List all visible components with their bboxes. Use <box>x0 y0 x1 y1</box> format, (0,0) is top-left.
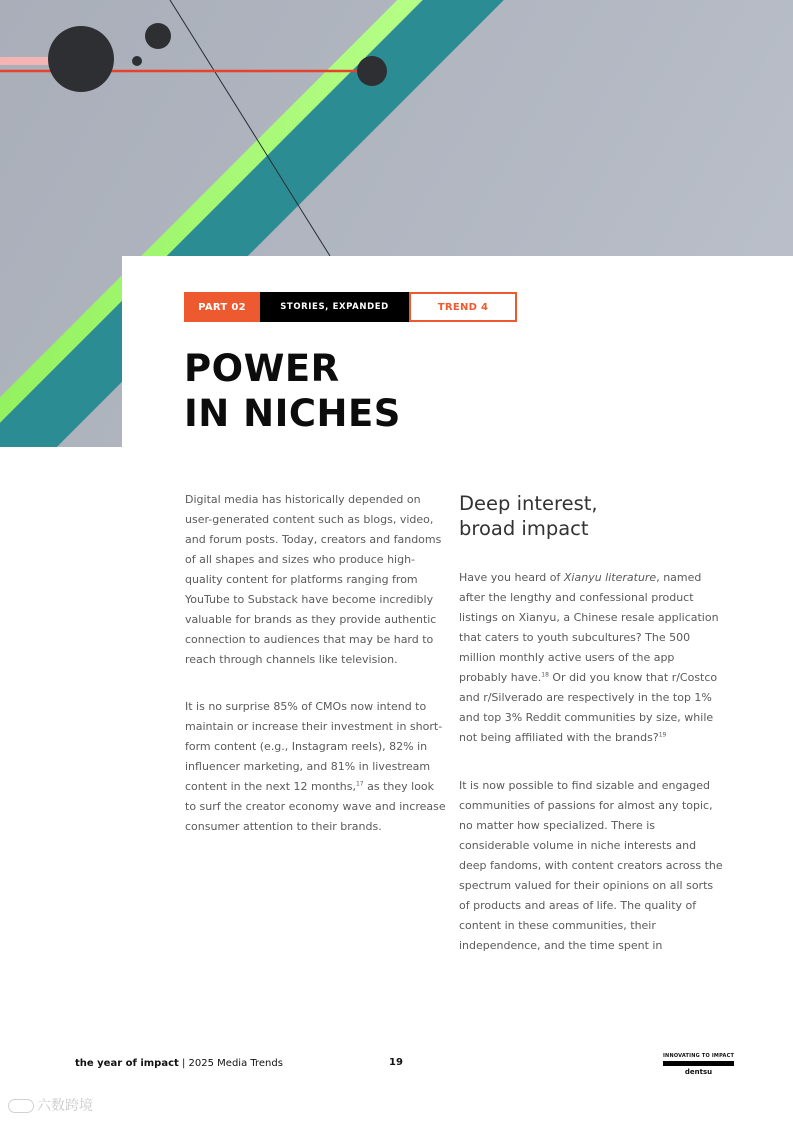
subhead-line-2: broad impact <box>459 517 589 540</box>
brand-logo <box>663 1053 734 1077</box>
left-paragraph-2-text-end: as they look to surf the creator economy wave and increase consumer attention to their brands. <box>185 780 446 833</box>
left-paragraph-2-text: It is no surprise 85% of CMOs now intend to maintain or increase their investment in short-form content (e.g., Instagram reels), 82% in influencer marketing, and 81% in livestream content in the next 12 months, <box>185 700 443 793</box>
large-dot <box>48 26 114 92</box>
small-dot <box>145 23 171 49</box>
right-paragraph-1-text-end: Or did you know that r/Costco and r/Silverado are respectively in the top 1% and top 3% Reddit communities by size, while not being affiliated with the brands? <box>459 671 718 744</box>
italic-term: Xianyu literature <box>563 571 657 584</box>
left-paragraph-1: Digital media has historically depended on user-generated content such as blogs, video, and forum posts. Today, creators and fandoms of all shapes and sizes who produce high-quality content for platforms ranging from YouTube to Substack have become incredibly valuable for brands as they provide authentic connection to audiences that may be hard to reach through channels like television. <box>185 493 442 666</box>
brand-bar <box>663 1061 734 1066</box>
page-number: 19 <box>389 1057 403 1068</box>
left-column <box>185 490 447 837</box>
footnote-ref: 19 <box>658 731 667 739</box>
footnote-ref: 18 <box>541 671 549 679</box>
right-paragraph-1-text-mid: , named after the lengthy and confessional product listings on Xianyu, a Chinese resale application that caters to youth subcultures? The 500 million monthly active users of the app probably have. <box>459 571 719 684</box>
trend-tag: TREND 4 <box>409 292 517 322</box>
watermark <box>8 1095 93 1115</box>
publication-name: the year of impact <box>75 1058 179 1069</box>
page-title <box>184 346 401 436</box>
tiny-dot <box>132 56 142 66</box>
footer-publication <box>75 1058 283 1069</box>
line-dot <box>357 56 387 86</box>
section-tag: STORIES, EXPANDED <box>260 292 409 322</box>
brand-tagline: INNOVATING TO IMPACT <box>663 1053 735 1059</box>
footnote-ref: 17 <box>355 780 364 788</box>
part-tag: PART 02 <box>184 292 260 322</box>
right-column <box>459 568 724 956</box>
title-line-1: POWER <box>184 347 340 390</box>
subhead-line-1: Deep interest, <box>459 492 598 515</box>
logo-icon <box>8 1099 34 1113</box>
right-paragraph-2: It is now possible to find sizable and engaged communities of passions for almost any topic, no matter how specialized. There is considerable volume in niche interests and deep fandoms, with content creators across the spectrum valued for their opinions on all sorts of products and areas of life. The quality of content in these communities, their independence, and the time spent in <box>459 779 723 952</box>
footer-separator: | <box>178 1058 189 1069</box>
watermark-text: 六数跨境 <box>37 1098 93 1114</box>
title-line-2: IN NICHES <box>184 392 401 435</box>
left-paragraph-2 <box>185 697 447 837</box>
publication-subtitle: 2025 Media Trends <box>188 1058 283 1069</box>
section-subhead <box>459 491 729 541</box>
brand-name: dentsu <box>684 1068 713 1076</box>
section-tags <box>184 292 517 322</box>
right-paragraph-1 <box>459 568 724 748</box>
right-paragraph-1-text: Have you heard of <box>459 571 564 584</box>
